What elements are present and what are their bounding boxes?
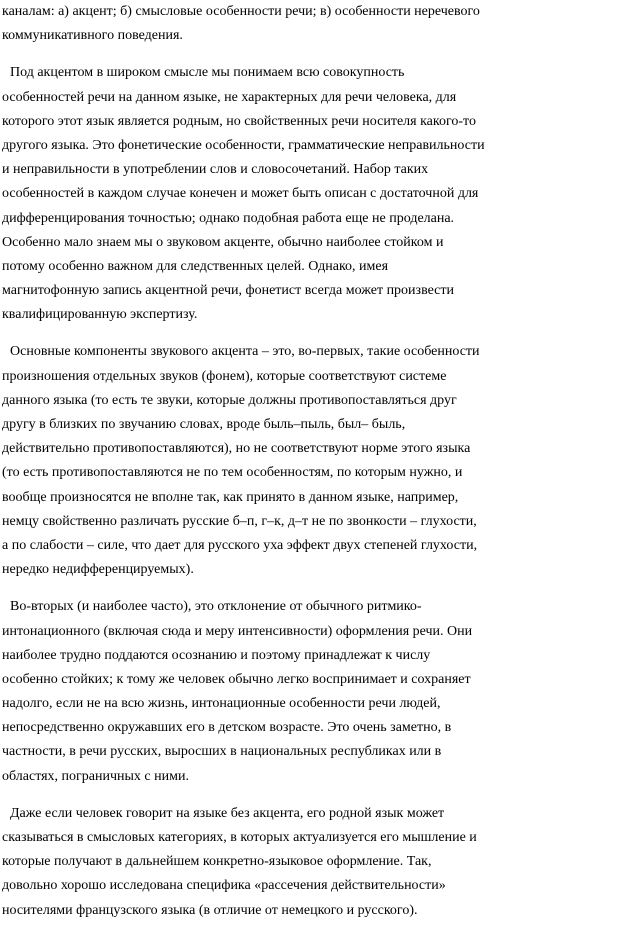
text-line: действительно противопоставляются), но не соответствуют норме этого языка (2, 441, 471, 457)
text-line: нередко недифференцируемых). (2, 562, 194, 578)
text-line: (то есть противопоставляются не по тем особенностям, по которым нужно, и (2, 465, 463, 481)
text-line: Под акцентом в широком смысле мы понимаем всю совокупность (10, 65, 405, 81)
text-line: наиболее трудно поддаются осознанию и поэтому принадлежат к числу (2, 647, 431, 663)
paragraph-1 (2, 0, 618, 48)
text-line: каналам: а) акцент; б) смысловые особенности речи; в) особенности неречевого (2, 4, 480, 19)
text-line: вообще произносятся не вполне так, как принято в данном языке, например, (2, 489, 459, 505)
text-line: частности, в речи русских, выросших в национальных республиках или в (2, 744, 442, 760)
text-line: потому особенно важном для следственных целей. Однако, имея (2, 258, 389, 274)
text-line: непосредственно окружавших его в детском возрасте. Это очень заметно, в (2, 720, 452, 736)
text-line: носителями французского языка (в отличие от немецкого и русского). (2, 902, 418, 918)
text-line: дифференцирования точностью; однако подобная работа еще не проделана. (2, 210, 455, 226)
text-line: которого этот язык является родным, но свойственных речи носителя какого-то (2, 113, 476, 129)
paragraph-5 (2, 802, 618, 923)
text-line: Основные компоненты звукового акцента – это, во-первых, такие особенности (10, 344, 480, 360)
text-line: а по слабости – силе, что дает для русского уха эффект двух степеней глухости, (2, 537, 478, 553)
paragraph-3 (2, 340, 618, 582)
text-line: которые получают в дальнейшем конкретно-языковое оформление. Так, (2, 854, 432, 870)
text-line: и неправильности в употреблении слов и словосочетаний. Набор таких (2, 162, 429, 178)
text-line: Даже если человек говорит на языке без акцента, его родной язык может (10, 805, 445, 821)
text-line: Во-вторых (и наиболее часто), это отклонение от обычного ритмико- (10, 599, 422, 615)
text-line: Особенно мало знаем мы о звуковом акценте, обычно наиболее стойком и (2, 234, 444, 250)
text-line: областях, пограничных с ними. (2, 768, 189, 784)
text-line: особенно стойких; к тому же человек обычно легко воспринимает и сохраняет (2, 671, 471, 687)
text-line: немцу свойственно различать русские б–п, г–к, д–т не по звонкости – глухости, (2, 513, 477, 529)
text-line: интонационного (включая сюда и меру интенсивности) оформления речи. Они (2, 623, 473, 639)
text-line: сказываться в смысловых категориях, в которых актуализуется его мышление и (2, 830, 477, 845)
paragraph-2 (2, 61, 618, 327)
text-line: особенностей речи на данном языке, не характерных для речи человека, для (2, 89, 457, 105)
text-line: данного языка (то есть те звуки, которые должны противопоставляться друг (2, 392, 457, 408)
text-line: довольно хорошо исследована специфика «рассечения действительности» (2, 878, 446, 894)
text-line: надолго, если не на всю жизнь, интонационные особенности речи людей, (2, 696, 441, 712)
text-line: квалифицированную экспертизу. (2, 307, 198, 323)
text-line: особенностей в каждом случае конечен и может быть описан с достаточной для (2, 186, 479, 202)
text-line: другого языка. Это фонетические особенности, грамматические неправильности (2, 137, 485, 153)
text-line: другу в близких по звучанию словах, вроде быль–пыль, был– быль, (2, 417, 406, 432)
text-line: магнитофонную запись акцентной речи, фонетист всегда может произвести (2, 283, 454, 299)
document-text (2, 0, 618, 923)
text-line: коммуникативного поведения. (2, 28, 183, 44)
paragraph-4 (2, 595, 618, 789)
text-line: произношения отдельных звуков (фонем), которые соответствуют системе (2, 368, 447, 384)
